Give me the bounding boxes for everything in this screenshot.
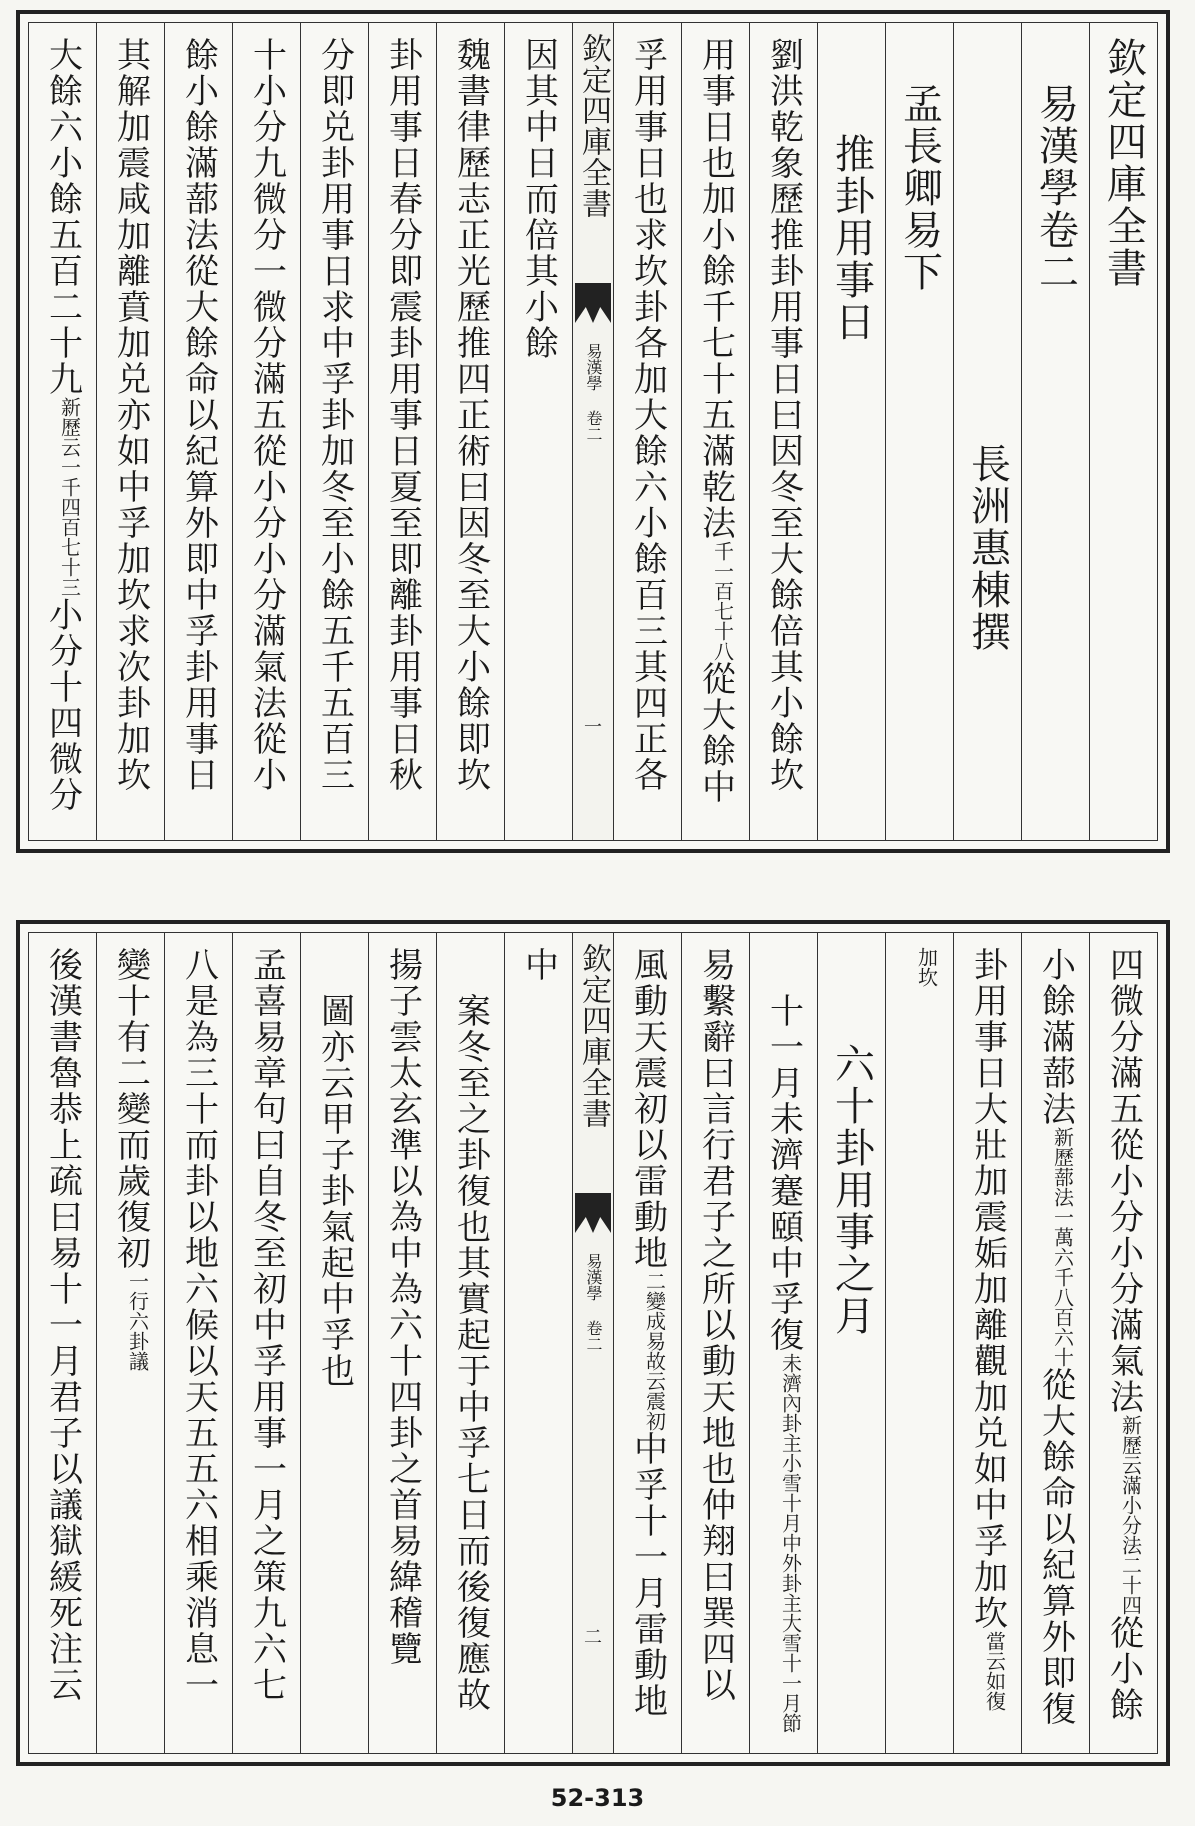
column-text bbox=[110, 947, 151, 1371]
text-column bbox=[504, 23, 572, 840]
column-text bbox=[178, 947, 219, 1703]
column-text bbox=[1103, 947, 1144, 1723]
column-text bbox=[964, 443, 1011, 653]
main-text: 卦用事日春分即震卦用事日夏至即離卦用事日秋 bbox=[382, 37, 423, 793]
column-text bbox=[695, 37, 736, 805]
main-text: 十一月未濟蹇頤中孚復 bbox=[763, 993, 804, 1353]
main-text: 十小分九微分一微分滿五從小分小分滿氣法從小 bbox=[246, 37, 287, 793]
main-text: 四微分滿五從小分小分滿氣法 bbox=[1103, 947, 1144, 1415]
text-column bbox=[817, 23, 885, 840]
column-text bbox=[42, 947, 83, 1703]
main-text: 大餘六小餘五百二十九 bbox=[42, 37, 83, 397]
column-text bbox=[518, 37, 559, 361]
main-text: 餘小餘滿蔀法從大餘命以紀算外即中孚卦用事日 bbox=[178, 37, 219, 793]
main-text: 六十卦用事之月 bbox=[828, 1043, 875, 1337]
text-column bbox=[29, 933, 96, 1753]
column-text bbox=[828, 1043, 875, 1337]
text-column bbox=[885, 933, 953, 1753]
column-text bbox=[42, 37, 83, 813]
text-column bbox=[368, 933, 436, 1753]
column-text bbox=[1035, 947, 1076, 1727]
text-column bbox=[1089, 23, 1157, 840]
column-text bbox=[763, 37, 804, 793]
column-text bbox=[896, 83, 943, 293]
text-column bbox=[885, 23, 953, 840]
fishtail-mark bbox=[575, 1193, 611, 1233]
text-column bbox=[300, 933, 368, 1753]
text-column bbox=[1021, 23, 1089, 840]
leaf-number: 一 bbox=[584, 717, 602, 738]
fishtail-mark bbox=[575, 283, 611, 323]
continued-text: 中孚十一月雷動地 bbox=[627, 1431, 668, 1719]
column-text bbox=[518, 947, 559, 983]
column-text bbox=[314, 37, 355, 793]
text-column bbox=[368, 23, 436, 840]
interlinear-note: 千一百七十八 bbox=[710, 541, 735, 661]
main-text: 欽定四庫全書 bbox=[1100, 37, 1147, 289]
text-column bbox=[681, 23, 749, 840]
leaf-number: 二 bbox=[584, 1627, 602, 1648]
lower-page-columns bbox=[28, 932, 1158, 1754]
text-column bbox=[953, 933, 1021, 1753]
text-column bbox=[504, 933, 572, 1753]
text-column bbox=[613, 23, 681, 840]
column-text bbox=[178, 37, 219, 793]
continued-text: 從大餘命以紀算外即復 bbox=[1035, 1367, 1076, 1727]
interlinear-note: 加坎 bbox=[914, 947, 939, 987]
column-text bbox=[450, 37, 491, 793]
text-column bbox=[613, 933, 681, 1753]
upper-page bbox=[16, 10, 1170, 853]
main-text: 長洲惠棟撰 bbox=[964, 443, 1011, 653]
main-text: 劉洪乾象歷推卦用事日曰因冬至大餘倍其小餘坎 bbox=[763, 37, 804, 793]
column-text bbox=[246, 37, 287, 793]
column-text bbox=[382, 947, 423, 1667]
text-column bbox=[164, 23, 232, 840]
main-text: 圖亦云甲子卦氣起中孚也 bbox=[314, 993, 355, 1389]
text-column bbox=[436, 23, 504, 840]
main-text: 孚用事日也求坎卦各加大餘六小餘百三其四正各 bbox=[627, 37, 668, 793]
text-column bbox=[96, 933, 164, 1753]
main-text: 八是為三十而卦以地六候以天五五六相乘消息一 bbox=[178, 947, 219, 1703]
text-column bbox=[1089, 933, 1157, 1753]
text-column bbox=[29, 23, 96, 840]
text-column bbox=[96, 23, 164, 840]
continued-text: 從大餘中 bbox=[695, 661, 736, 805]
column-text bbox=[763, 993, 804, 1733]
column-text bbox=[110, 37, 151, 793]
main-text: 分即兑卦用事日求中孚卦加冬至小餘五千五百三 bbox=[314, 37, 355, 793]
fold-subtitle: 易漢學 卷二 bbox=[584, 343, 603, 442]
interlinear-note: 未濟內卦主小雪十月中外卦主大雪十一月節 bbox=[778, 1353, 803, 1733]
column-text bbox=[382, 37, 423, 793]
fold-title: 欽定四庫全書 bbox=[576, 33, 611, 219]
text-column bbox=[436, 933, 504, 1753]
main-text: 中 bbox=[518, 947, 559, 983]
upper-page-columns bbox=[28, 22, 1158, 841]
text-column bbox=[749, 933, 817, 1753]
main-text: 變十有二變而歲復初 bbox=[110, 947, 151, 1271]
main-text: 小餘滿蔀法 bbox=[1035, 947, 1076, 1127]
text-column bbox=[817, 933, 885, 1753]
text-column bbox=[232, 23, 300, 840]
fold-band bbox=[572, 23, 613, 840]
main-text: 其解加震咸加離賁加兑亦如中孚加坎求次卦加坎 bbox=[110, 37, 151, 793]
column-text bbox=[246, 947, 287, 1703]
interlinear-note: 一行六卦議 bbox=[125, 1271, 150, 1371]
column-text bbox=[1100, 37, 1147, 289]
text-column bbox=[164, 933, 232, 1753]
main-text: 後漢書魯恭上疏曰易十一月君子以議獄緩死注云 bbox=[42, 947, 83, 1703]
column-text bbox=[627, 37, 668, 793]
main-text: 孟喜易章句曰自冬至初中孚用事一月之策九六七 bbox=[246, 947, 287, 1703]
fold-band bbox=[572, 933, 613, 1753]
continued-text: 小分十四微分 bbox=[42, 597, 83, 813]
column-text bbox=[627, 947, 668, 1719]
main-text: 案冬至之卦復也其實起于中孚七日而後復應故 bbox=[450, 993, 491, 1713]
main-text: 風動天震初以雷動地 bbox=[627, 947, 668, 1271]
main-text: 用事日也加小餘千七十五滿乾法 bbox=[695, 37, 736, 541]
column-text bbox=[967, 947, 1008, 1711]
interlinear-note: 新歷云一千四百七十三 bbox=[57, 397, 82, 597]
fold-subtitle: 易漢學 卷二 bbox=[584, 1253, 603, 1352]
column-text bbox=[828, 133, 875, 343]
interlinear-note: 當云如復 bbox=[982, 1631, 1007, 1711]
lower-page bbox=[16, 920, 1170, 1766]
text-column bbox=[1021, 933, 1089, 1753]
main-text: 推卦用事日 bbox=[828, 133, 875, 343]
column-text bbox=[903, 947, 937, 987]
column-text bbox=[695, 947, 736, 1703]
fold-title: 欽定四庫全書 bbox=[576, 943, 611, 1129]
main-text: 魏書律歷志正光歷推四正術曰因冬至大小餘即坎 bbox=[450, 37, 491, 793]
column-text bbox=[450, 993, 491, 1713]
text-column bbox=[749, 23, 817, 840]
text-column bbox=[300, 23, 368, 840]
interlinear-note: 二變成易故云震初 bbox=[642, 1271, 667, 1431]
main-text: 易漢學卷二 bbox=[1032, 83, 1079, 293]
interlinear-note: 新歷云滿小分法二十四 bbox=[1118, 1415, 1143, 1615]
column-text bbox=[1032, 83, 1079, 293]
main-text: 揚子雲太玄準以為中為六十四卦之首易緯稽覽 bbox=[382, 947, 423, 1667]
text-column bbox=[681, 933, 749, 1753]
interlinear-note: 新歷蔀法一萬六千八百六十 bbox=[1050, 1127, 1075, 1367]
text-column bbox=[953, 23, 1021, 840]
main-text: 孟長卿易下 bbox=[896, 83, 943, 293]
page-number: 52-313 bbox=[550, 1784, 645, 1812]
main-text: 卦用事日大壯加震姤加離觀加兑如中孚加坎 bbox=[967, 947, 1008, 1631]
main-text: 易繫辭曰言行君子之所以動天地也仲翔曰巽四以 bbox=[695, 947, 736, 1703]
column-text bbox=[314, 993, 355, 1389]
main-text: 因其中日而倍其小餘 bbox=[518, 37, 559, 361]
continued-text: 從小餘 bbox=[1103, 1615, 1144, 1723]
text-column bbox=[232, 933, 300, 1753]
